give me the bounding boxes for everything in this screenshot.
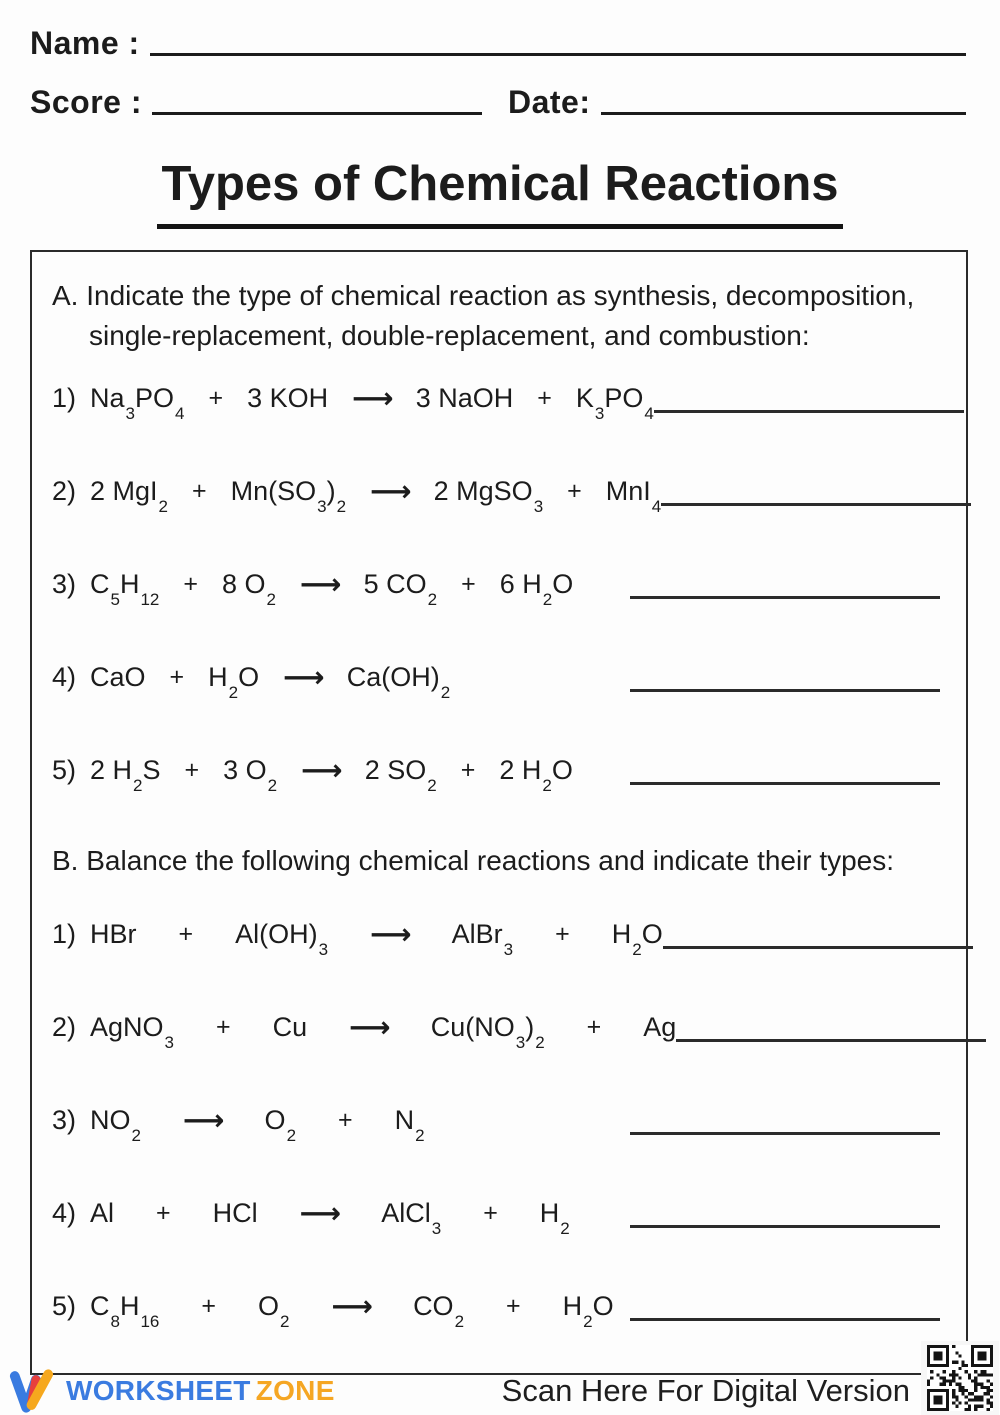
plus-sign: +: [461, 569, 476, 598]
plus-sign: +: [216, 1012, 231, 1041]
equation-row-B5: [52, 1284, 940, 1332]
problem-number: 4): [52, 661, 77, 692]
chemical-formula: $H_2O$: [562, 1290, 614, 1332]
reaction-arrow-icon: ⟶: [370, 916, 410, 951]
equation-row-A1: [52, 376, 940, 424]
answer-blank[interactable]: [630, 596, 940, 599]
chemical-formula: $C_5H_{12}$: [90, 568, 160, 610]
title-wrap: [0, 156, 1000, 229]
chemical-formula: 2 MgSO$_3$: [433, 475, 544, 517]
problem-number: 5): [52, 1290, 77, 1321]
chemical-formula: $CO_2$: [413, 1290, 465, 1332]
plus-sign: +: [460, 755, 476, 784]
equation-row-B4: [52, 1191, 940, 1239]
chemical-formula: $H_2$: [539, 1197, 570, 1239]
date-input-line[interactable]: [601, 112, 967, 115]
chemical-formula: Al: [90, 1197, 115, 1228]
plus-sign: +: [586, 1012, 602, 1041]
equation: [90, 1195, 570, 1239]
plus-sign: +: [183, 569, 198, 598]
chemical-formula: CaO: [90, 661, 146, 692]
worksheetzone-w-icon: [8, 1369, 62, 1413]
chemical-formula: 2 MgI$_2$: [90, 475, 168, 517]
problem-number: 2): [52, 1011, 77, 1042]
answer-blank[interactable]: [654, 410, 964, 413]
plus-sign: +: [506, 1291, 521, 1320]
problem-number: 1): [52, 918, 77, 949]
plus-sign: +: [178, 919, 194, 948]
chemical-formula: $K_3PO_4$: [575, 382, 654, 424]
answer-blank[interactable]: [676, 1039, 986, 1042]
chemical-formula: $O_2$: [258, 1290, 290, 1332]
chemical-formula: 3 $O_2$: [223, 754, 278, 796]
plus-sign: +: [208, 383, 224, 412]
problem-number: 1): [52, 382, 77, 413]
footer: [0, 1369, 1000, 1415]
chemical-formula: 3 KOH: [247, 382, 329, 413]
plus-sign: +: [192, 476, 207, 505]
chemical-formula: $N_2$: [394, 1104, 425, 1146]
brand-logo: [8, 1369, 335, 1413]
section-A: [52, 276, 940, 796]
equation: [90, 916, 663, 960]
section-A-heading: [52, 276, 940, 356]
plus-sign: +: [555, 919, 570, 948]
score-label: Score :: [30, 84, 142, 121]
reaction-arrow-icon: ⟶: [331, 1288, 372, 1323]
equation: [90, 1009, 677, 1053]
score-date-row: [30, 85, 966, 120]
equation: [90, 659, 451, 703]
chemical-formula: $Cu(NO_3)_2$: [430, 1011, 545, 1053]
chemical-formula: 2 $H_2S$: [90, 754, 161, 796]
name-label: Name :: [30, 25, 140, 61]
sections-container: [52, 276, 940, 1332]
chemical-formula: 8 $O_2$: [222, 568, 276, 610]
answer-blank[interactable]: [663, 946, 973, 949]
date-label: Date:: [507, 84, 591, 121]
chemical-formula: $O_2$: [264, 1104, 297, 1146]
worksheet-body: [30, 250, 968, 1375]
chemical-formula: 5 $CO_2$: [363, 568, 438, 610]
problem-number: 2): [52, 475, 77, 506]
chemical-formula: 2 $SO_2$: [364, 754, 437, 796]
problem-number: 5): [52, 754, 77, 785]
brand-name-secondary: ZONE: [255, 1375, 335, 1406]
chemical-formula: $H_2O$: [611, 918, 663, 960]
chemical-formula: 2 $H_2O$: [499, 754, 573, 796]
chemical-formula: Cu: [272, 1011, 308, 1042]
plus-sign: +: [156, 1198, 171, 1227]
name-row: [30, 26, 966, 61]
section-B-heading-line1: B. Balance the following chemical reactions and indicate their types:: [52, 845, 895, 877]
chemical-formula: $H_2O$: [208, 661, 260, 703]
reaction-arrow-icon: ⟶: [283, 659, 323, 694]
plus-sign: +: [184, 755, 200, 784]
chemical-formula: AgNO$_3$: [90, 1011, 174, 1053]
chemical-formula: 6 $H_2O$: [499, 568, 574, 610]
equation-row-A2: [52, 469, 940, 517]
plus-sign: +: [169, 662, 185, 691]
reaction-arrow-icon: ⟶: [352, 380, 392, 415]
equation-row-A3: [52, 562, 940, 610]
equation-row-B3: [52, 1098, 940, 1146]
chemical-formula: Ag: [643, 1011, 677, 1042]
answer-blank[interactable]: [630, 689, 940, 692]
header: [0, 0, 1000, 120]
reaction-arrow-icon: ⟶: [370, 473, 410, 508]
equation: [90, 566, 574, 610]
reaction-arrow-icon: ⟶: [299, 1195, 340, 1230]
answer-blank[interactable]: [630, 782, 940, 785]
chemical-formula: $NO_2$: [90, 1104, 141, 1146]
equation-row-B1: [52, 912, 940, 960]
reaction-arrow-icon: ⟶: [301, 752, 341, 787]
equation: [90, 1288, 614, 1332]
chemical-formula: HCl: [212, 1197, 258, 1228]
page-title: Types of Chemical Reactions: [157, 156, 842, 229]
chemical-formula: $C_8H_{16}$: [90, 1290, 160, 1332]
answer-blank[interactable]: [661, 503, 971, 506]
answer-blank[interactable]: [630, 1132, 940, 1135]
equation-row-A4: [52, 655, 940, 703]
reaction-arrow-icon: ⟶: [182, 1102, 223, 1137]
equation-row-B2: [52, 1005, 940, 1053]
problem-number: 4): [52, 1197, 77, 1228]
chemical-formula: AlBr$_3$: [451, 918, 514, 960]
chemical-formula: AlCl$_3$: [381, 1197, 442, 1239]
section-A-heading-line1: A. Indicate the type of chemical reaction as synthesis, decomposition,: [52, 280, 915, 312]
plus-sign: +: [201, 1291, 216, 1320]
chemical-formula: HBr: [90, 918, 137, 949]
plus-sign: +: [537, 383, 552, 412]
qr-code: [921, 1341, 999, 1415]
plus-sign: +: [338, 1105, 353, 1134]
problem-number: 3): [52, 568, 77, 599]
reaction-arrow-icon: ⟶: [349, 1009, 389, 1044]
answer-blank[interactable]: [630, 1225, 940, 1228]
equation: [90, 752, 573, 796]
chemical-formula: 3 NaOH: [415, 382, 514, 413]
section-A-heading-line2: single-replacement, double-replacement, and combustion:: [89, 320, 810, 352]
reaction-arrow-icon: ⟶: [300, 566, 340, 601]
name-input-line[interactable]: [150, 53, 966, 56]
chemical-formula: $Na_3PO_4$: [90, 382, 185, 424]
problem-number: 3): [52, 1104, 77, 1135]
section-B-heading: [52, 841, 940, 881]
equation-row-A5: [52, 748, 940, 796]
equation: [90, 473, 662, 517]
chemical-formula: $Al(OH)_3$: [235, 918, 329, 960]
chemical-formula: $Mn(SO_3)_2$: [230, 475, 347, 517]
brand-name-primary: WORKSHEET: [66, 1375, 251, 1406]
plus-sign: +: [567, 476, 582, 505]
section-B: [52, 841, 940, 1332]
score-input-line[interactable]: [152, 112, 482, 115]
scan-here-text: Scan Here For Digital Version: [501, 1373, 910, 1408]
equation: [90, 380, 654, 424]
chemical-formula: $Ca(OH)_2$: [346, 661, 451, 703]
answer-blank[interactable]: [630, 1318, 940, 1321]
equation: [90, 1102, 425, 1146]
plus-sign: +: [483, 1198, 498, 1227]
chemical-formula: MnI$_4$: [605, 475, 662, 517]
